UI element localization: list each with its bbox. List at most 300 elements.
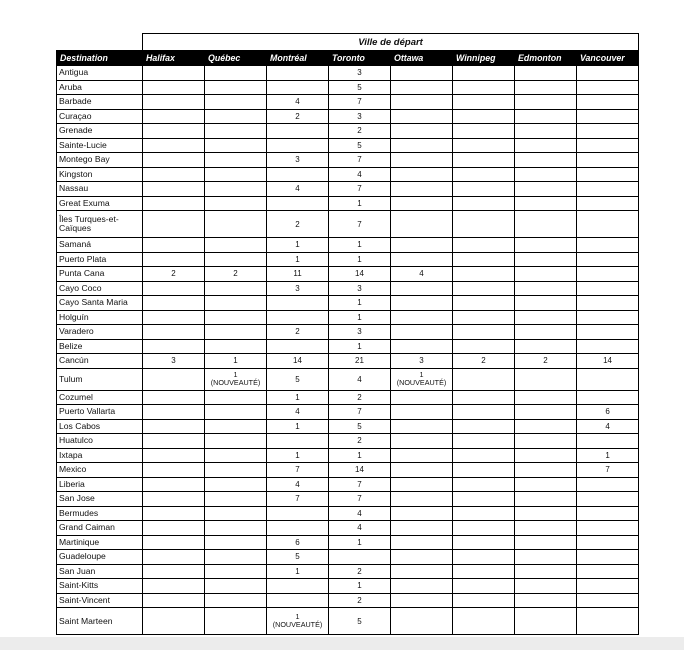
count-cell <box>329 448 391 463</box>
count-cell <box>577 138 639 153</box>
count-cell <box>515 153 577 168</box>
title-spacer <box>57 34 143 51</box>
table-row <box>57 492 639 507</box>
count-cell <box>329 608 391 635</box>
header-city: Winnipeg <box>453 51 515 66</box>
count-cell <box>453 564 515 579</box>
count-cell <box>329 550 391 565</box>
count-cell <box>391 211 453 238</box>
destination-cell: Bermudes <box>57 506 143 521</box>
count-cell <box>453 368 515 390</box>
table-row <box>57 354 639 369</box>
count-cell <box>515 608 577 635</box>
count-cell <box>205 124 267 139</box>
count-value: 2 <box>171 269 176 279</box>
count-value: 11 <box>293 269 302 279</box>
destination-cell: Belize <box>57 339 143 354</box>
count-value: 21 <box>355 356 364 366</box>
count-cell <box>329 238 391 253</box>
count-cell <box>515 434 577 449</box>
count-value: 14 <box>355 269 364 279</box>
count-cell <box>205 405 267 420</box>
count-cell <box>267 368 329 390</box>
count-cell <box>391 390 453 405</box>
count-cell <box>577 535 639 550</box>
count-value: 5 <box>357 421 362 431</box>
count-cell <box>329 167 391 182</box>
count-cell <box>329 506 391 521</box>
count-cell <box>329 95 391 110</box>
count-cell <box>515 80 577 95</box>
destination-cell: San Jose <box>57 492 143 507</box>
table-row <box>57 252 639 267</box>
count-cell <box>143 296 205 311</box>
count-value: 7 <box>295 465 300 475</box>
destination-cell: Huatulco <box>57 434 143 449</box>
count-cell <box>391 138 453 153</box>
count-cell <box>267 535 329 550</box>
count-cell <box>453 196 515 211</box>
count-cell <box>205 390 267 405</box>
count-cell <box>577 325 639 340</box>
count-cell <box>577 296 639 311</box>
count-value: 1 <box>295 566 300 576</box>
count-cell <box>143 80 205 95</box>
destination-cell: Sainte-Lucie <box>57 138 143 153</box>
count-cell <box>391 167 453 182</box>
destination-cell: Cancún <box>57 354 143 369</box>
count-cell <box>391 281 453 296</box>
count-cell <box>453 211 515 238</box>
count-cell <box>515 95 577 110</box>
count-value: 3 <box>357 111 362 121</box>
count-cell <box>329 390 391 405</box>
count-value: 1 <box>295 450 300 460</box>
count-cell <box>453 608 515 635</box>
count-cell <box>267 325 329 340</box>
count-value: 5 <box>357 82 362 92</box>
count-cell <box>453 310 515 325</box>
count-value: 3 <box>171 356 176 366</box>
count-cell <box>329 296 391 311</box>
count-cell <box>329 593 391 608</box>
count-cell <box>577 196 639 211</box>
count-cell <box>577 608 639 635</box>
count-cell <box>143 550 205 565</box>
count-cell <box>143 405 205 420</box>
destination-cell: Nassau <box>57 182 143 197</box>
count-cell <box>391 95 453 110</box>
count-cell <box>143 281 205 296</box>
count-cell <box>267 281 329 296</box>
header-city: Halifax <box>143 51 205 66</box>
count-cell <box>329 368 391 390</box>
count-value: 1 (NOUVEAUTÉ) <box>396 370 447 387</box>
count-cell <box>205 66 267 81</box>
count-cell <box>329 182 391 197</box>
count-cell <box>329 419 391 434</box>
table-row <box>57 448 639 463</box>
count-cell <box>577 506 639 521</box>
count-cell <box>267 339 329 354</box>
destination-cell: Kingston <box>57 167 143 182</box>
header-city: Toronto <box>329 51 391 66</box>
count-value: 1 <box>233 356 238 366</box>
count-value: 7 <box>357 97 362 107</box>
count-value: 5 <box>295 374 300 384</box>
count-cell <box>143 579 205 594</box>
count-cell <box>143 477 205 492</box>
count-cell <box>143 267 205 282</box>
count-cell <box>329 564 391 579</box>
count-cell <box>143 339 205 354</box>
count-cell <box>515 564 577 579</box>
count-value: 3 <box>419 356 424 366</box>
count-cell <box>329 535 391 550</box>
table-row <box>57 506 639 521</box>
count-cell <box>515 405 577 420</box>
count-cell <box>267 419 329 434</box>
count-value: 3 <box>357 283 362 293</box>
count-cell <box>577 95 639 110</box>
count-cell <box>577 252 639 267</box>
count-cell <box>577 579 639 594</box>
table-row <box>57 419 639 434</box>
count-cell <box>391 296 453 311</box>
count-cell <box>329 80 391 95</box>
count-cell <box>515 419 577 434</box>
count-value: 1 <box>357 254 362 264</box>
count-cell <box>329 281 391 296</box>
count-cell <box>391 593 453 608</box>
count-cell <box>577 281 639 296</box>
count-cell <box>143 167 205 182</box>
count-cell <box>143 153 205 168</box>
count-cell <box>515 368 577 390</box>
count-cell <box>391 124 453 139</box>
header-city: Québec <box>205 51 267 66</box>
count-cell <box>143 390 205 405</box>
table-title: Ville de départ <box>143 34 639 51</box>
count-cell <box>577 211 639 238</box>
count-cell <box>453 550 515 565</box>
count-cell <box>267 66 329 81</box>
count-cell <box>453 521 515 536</box>
header-row <box>57 51 639 66</box>
count-cell <box>267 80 329 95</box>
count-value: 1 <box>357 198 362 208</box>
count-cell <box>205 608 267 635</box>
count-cell <box>205 506 267 521</box>
count-cell <box>329 66 391 81</box>
count-cell <box>453 138 515 153</box>
count-cell <box>143 434 205 449</box>
departures-table <box>56 33 639 635</box>
count-cell <box>453 153 515 168</box>
count-value: 1 <box>295 240 300 250</box>
count-value: 6 <box>295 537 300 547</box>
count-cell <box>577 310 639 325</box>
count-cell <box>391 252 453 267</box>
count-cell <box>453 506 515 521</box>
count-cell <box>329 252 391 267</box>
count-cell <box>515 252 577 267</box>
count-cell <box>143 463 205 478</box>
count-cell <box>515 521 577 536</box>
count-cell <box>515 550 577 565</box>
table-row <box>57 238 639 253</box>
table-row <box>57 477 639 492</box>
count-cell <box>143 535 205 550</box>
table-row <box>57 368 639 390</box>
count-cell <box>453 267 515 282</box>
count-cell <box>329 463 391 478</box>
count-cell <box>205 153 267 168</box>
count-cell <box>143 419 205 434</box>
count-value: 3 <box>357 327 362 337</box>
count-value: 1 <box>357 581 362 591</box>
count-cell <box>267 238 329 253</box>
count-cell <box>143 354 205 369</box>
table-row <box>57 593 639 608</box>
count-cell <box>453 281 515 296</box>
count-cell <box>205 95 267 110</box>
count-value: 1 <box>295 421 300 431</box>
count-cell <box>577 564 639 579</box>
count-value: 5 <box>357 140 362 150</box>
count-cell <box>267 354 329 369</box>
count-cell <box>205 238 267 253</box>
destination-cell: Saint Marteen <box>57 608 143 635</box>
count-cell <box>453 296 515 311</box>
count-value: 4 <box>357 169 362 179</box>
count-cell <box>577 153 639 168</box>
count-cell <box>205 448 267 463</box>
count-cell <box>515 593 577 608</box>
count-value: 1 <box>605 450 610 460</box>
count-cell <box>577 109 639 124</box>
count-cell <box>143 238 205 253</box>
count-cell <box>205 325 267 340</box>
destination-cell: Samaná <box>57 238 143 253</box>
count-cell <box>453 535 515 550</box>
count-value: 7 <box>357 184 362 194</box>
count-cell <box>577 550 639 565</box>
count-cell <box>391 405 453 420</box>
count-value: 3 <box>295 155 300 165</box>
count-cell <box>391 339 453 354</box>
count-value: 2 <box>481 356 486 366</box>
count-cell <box>391 564 453 579</box>
count-cell <box>453 124 515 139</box>
count-cell <box>329 267 391 282</box>
count-value: 1 <box>295 392 300 402</box>
count-cell <box>143 325 205 340</box>
count-cell <box>205 419 267 434</box>
count-cell <box>267 492 329 507</box>
count-cell <box>577 390 639 405</box>
count-cell <box>143 368 205 390</box>
header-city: Montréal <box>267 51 329 66</box>
count-value: 7 <box>357 219 362 229</box>
count-cell <box>453 182 515 197</box>
count-value: 1 <box>357 450 362 460</box>
count-cell <box>391 238 453 253</box>
count-cell <box>577 339 639 354</box>
destination-cell: San Juan <box>57 564 143 579</box>
count-cell <box>143 109 205 124</box>
count-cell <box>143 521 205 536</box>
count-cell <box>515 325 577 340</box>
table-row <box>57 564 639 579</box>
destination-cell: Puerto Plata <box>57 252 143 267</box>
count-cell <box>577 419 639 434</box>
table-row <box>57 196 639 211</box>
destination-cell: Great Exuma <box>57 196 143 211</box>
count-cell <box>205 354 267 369</box>
count-cell <box>391 153 453 168</box>
count-cell <box>577 492 639 507</box>
table-row <box>57 463 639 478</box>
count-cell <box>515 339 577 354</box>
count-cell <box>515 535 577 550</box>
table-row <box>57 281 639 296</box>
count-cell <box>391 182 453 197</box>
destination-cell: Puerto Vallarta <box>57 405 143 420</box>
count-cell <box>267 252 329 267</box>
count-cell <box>515 296 577 311</box>
count-cell <box>267 310 329 325</box>
count-value: 4 <box>605 421 610 431</box>
count-cell <box>577 354 639 369</box>
count-cell <box>515 138 577 153</box>
table-row <box>57 95 639 110</box>
count-cell <box>329 124 391 139</box>
count-cell <box>267 182 329 197</box>
count-cell <box>453 66 515 81</box>
count-value: 14 <box>355 465 364 475</box>
count-cell <box>267 550 329 565</box>
count-cell <box>329 354 391 369</box>
count-cell <box>577 167 639 182</box>
table-row <box>57 339 639 354</box>
count-cell <box>453 95 515 110</box>
count-cell <box>205 492 267 507</box>
count-cell <box>515 167 577 182</box>
count-cell <box>577 434 639 449</box>
count-cell <box>391 608 453 635</box>
count-cell <box>453 339 515 354</box>
count-cell <box>143 252 205 267</box>
count-value: 1 <box>357 298 362 308</box>
count-cell <box>205 368 267 390</box>
count-cell <box>515 310 577 325</box>
count-cell <box>515 211 577 238</box>
count-cell <box>391 325 453 340</box>
count-cell <box>267 405 329 420</box>
table-row <box>57 124 639 139</box>
count-cell <box>267 267 329 282</box>
count-cell <box>205 564 267 579</box>
table-row <box>57 579 639 594</box>
header-city: Vancouver <box>577 51 639 66</box>
count-cell <box>329 211 391 238</box>
table-row <box>57 109 639 124</box>
count-value: 2 <box>295 219 300 229</box>
count-cell <box>267 109 329 124</box>
count-cell <box>267 593 329 608</box>
count-cell <box>515 448 577 463</box>
count-cell <box>329 310 391 325</box>
header-city: Ottawa <box>391 51 453 66</box>
count-cell <box>205 252 267 267</box>
destination-cell: Antigua <box>57 66 143 81</box>
count-cell <box>453 325 515 340</box>
table-row <box>57 138 639 153</box>
table-row <box>57 167 639 182</box>
count-cell <box>515 124 577 139</box>
count-cell <box>515 579 577 594</box>
count-value: 7 <box>605 465 610 475</box>
count-cell <box>577 267 639 282</box>
destination-cell: Tulum <box>57 368 143 390</box>
count-value: 2 <box>357 392 362 402</box>
count-cell <box>391 492 453 507</box>
count-cell <box>577 124 639 139</box>
count-value: 2 <box>295 111 300 121</box>
count-value: 4 <box>357 508 362 518</box>
count-value: 4 <box>295 184 300 194</box>
count-cell <box>577 593 639 608</box>
count-value: 3 <box>357 68 362 78</box>
count-cell <box>515 354 577 369</box>
count-value: 4 <box>419 269 424 279</box>
count-cell <box>391 368 453 390</box>
destination-cell: Holguín <box>57 310 143 325</box>
count-cell <box>577 80 639 95</box>
count-cell <box>143 182 205 197</box>
table-row <box>57 325 639 340</box>
count-cell <box>515 267 577 282</box>
table-row <box>57 550 639 565</box>
count-value: 5 <box>295 552 300 562</box>
count-cell <box>329 325 391 340</box>
destination-cell: Mexico <box>57 463 143 478</box>
destination-cell: Barbade <box>57 95 143 110</box>
count-cell <box>515 281 577 296</box>
count-cell <box>391 579 453 594</box>
count-cell <box>143 124 205 139</box>
count-cell <box>143 66 205 81</box>
count-cell <box>267 196 329 211</box>
count-cell <box>453 354 515 369</box>
count-cell <box>515 182 577 197</box>
count-cell <box>453 109 515 124</box>
count-cell <box>391 550 453 565</box>
count-value: 2 <box>295 327 300 337</box>
destination-cell: Îles Turques-et- Caïques <box>57 211 143 238</box>
count-cell <box>329 109 391 124</box>
destination-cell: Saint-Kitts <box>57 579 143 594</box>
count-cell <box>267 463 329 478</box>
table-row <box>57 608 639 635</box>
count-cell <box>267 124 329 139</box>
destination-cell: Cayo Coco <box>57 281 143 296</box>
count-cell <box>267 153 329 168</box>
count-cell <box>205 463 267 478</box>
count-cell <box>453 419 515 434</box>
count-cell <box>143 138 205 153</box>
